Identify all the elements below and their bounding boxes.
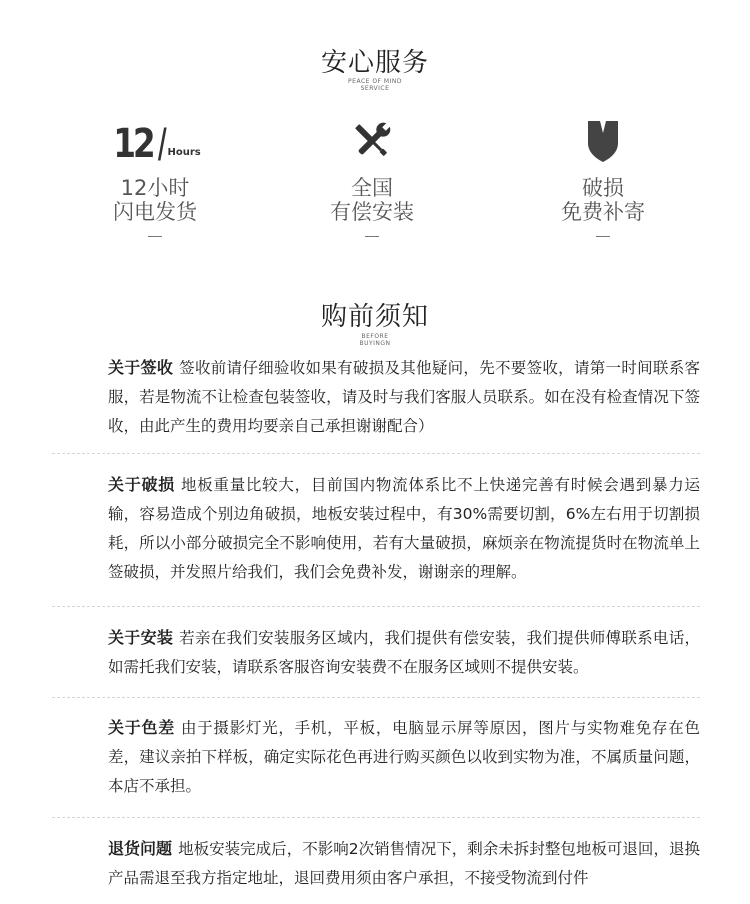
service-dash [596,236,610,237]
service-dash [365,236,379,237]
notice-damage [108,470,700,587]
service-line1: 12小时 [120,176,190,200]
notice-title: 关于破损 [108,475,175,494]
notice-section-subtitle: BEFORE BUYINGN [359,333,391,347]
service-item-shipping [55,118,255,237]
services-row [0,118,750,248]
service-dash [148,236,162,237]
divider [52,606,700,607]
service-line1: 全国 [351,176,393,200]
notice-text: 地板安装完成后，不影响2次销售情况下，剩余未拆封整包地板可退回，退换产品需退至我方指定地址，退回费用须由客户承担，不接受物流到付件 [108,840,700,887]
12-hours-icon [55,118,255,167]
notice-title: 退货问题 [108,839,173,858]
notice-title: 关于签收 [108,358,174,377]
notice-title: 关于安装 [108,628,174,647]
service-line1: 破损 [582,176,624,200]
notice-installation [108,623,700,682]
tools-icon [272,118,472,164]
service-section-subtitle: PEACE OF MIND SERVICE [348,78,402,92]
notice-title: 关于色差 [108,718,175,737]
notice-text: 由于摄影灯光，手机，平板，电脑显示屏等原因，图片与实物难免存在色差，建议亲拍下样板，确定实际花色再进行购买颜色以收到实物为准，不属质量问题，本店不承担。 [108,719,700,795]
notice-section-title: 购前须知 [320,302,429,332]
notice-signing [108,353,700,441]
service-line2: 闪电发货 [113,200,197,224]
service-item-damage [503,118,703,237]
divider [52,697,700,698]
shield-icon [503,118,703,164]
service-line2: 有偿安装 [330,200,414,224]
hours-icon-number: 12 [113,121,153,167]
divider [52,817,700,818]
service-section-title: 安心服务 [320,48,429,78]
service-line2: 免费补寄 [561,200,645,224]
notice-color-difference [108,713,700,801]
notice-returns [108,834,700,893]
notice-text: 若亲在我们安装服务区域内，我们提供有偿安装，我们提供师傅联系电话，如需托我们安装，请联系客服咨询安装费不在服务区域则不提供安装。 [108,629,700,676]
notice-text: 签收前请仔细验收如果有破损及其他疑问，先不要签收，请第一时间联系客服，若是物流不让检查包装签收，请及时与我们客服人员联系。如在没有检查情况下签收，由此产生的费用均要亲自己承担谢谢配合） [108,359,700,435]
divider [52,453,700,454]
service-item-installation [272,118,472,237]
notice-text: 地板重量比较大，目前国内物流体系比不上快递完善有时候会遇到暴力运输，容易造成个别边角破损，地板安装过程中，有30%需要切割，6%左右用于切割损耗，所以小部分破损完全不影响使用，若有大量破损，麻烦亲在物流提货时在物流单上签破损，并发照片给我们，我们会免费补发，谢谢亲的理解。 [108,476,700,581]
hours-icon-slash: / [157,121,167,167]
hours-icon-label: Hours [167,147,201,158]
